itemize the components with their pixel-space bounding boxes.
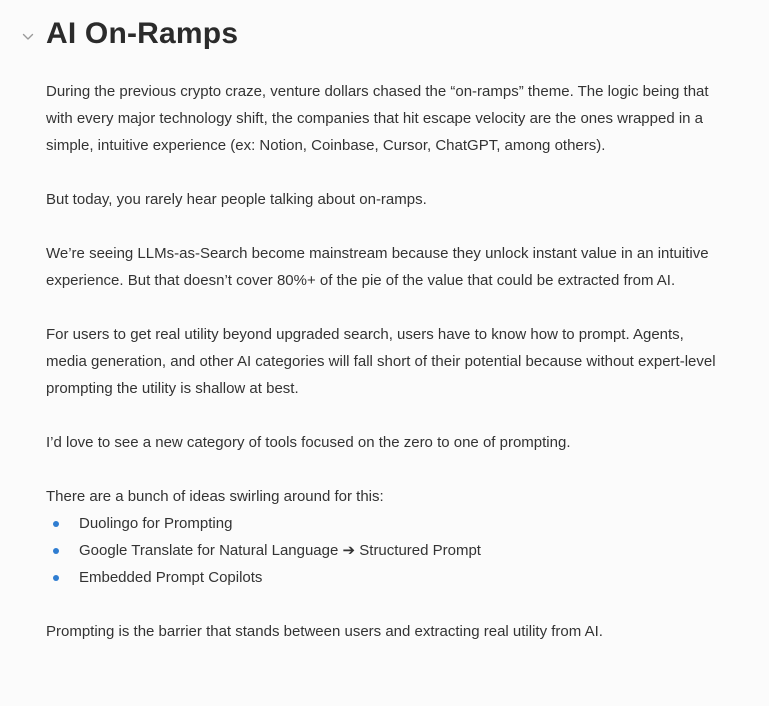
paragraph: We’re seeing LLMs-as-Search become mainstream because they unlock instant value in an intuitive experience. But that doesn’t cover 80%+ of the pie of the value that could be extracted from AI.	[46, 245, 709, 289]
list-intro: There are a bunch of ideas swirling around for this:	[46, 488, 384, 505]
bullet-list	[46, 510, 716, 591]
list-item-text: Duolingo for Prompting	[79, 515, 233, 532]
list-item-text: Embedded Prompt Copilots	[79, 569, 263, 586]
paragraph: But today, you rarely hear people talking about on-ramps.	[46, 191, 427, 208]
chevron-down-icon[interactable]	[20, 29, 36, 45]
arrow-right-icon: ➔	[342, 542, 356, 559]
list-item-text: Structured Prompt	[359, 542, 481, 559]
section-header	[20, 14, 238, 54]
paragraph: During the previous crypto craze, venture dollars chased the “on-ramps” theme. The logic being that with every major technology shift, the companies that hit escape velocity are the ones wrapped in a simple, intuitive experience (ex: Notion, Coinbase, Cursor, ChatGPT, among others).	[46, 83, 709, 154]
bullet-dot-icon	[53, 575, 59, 581]
list-item	[46, 564, 716, 591]
paragraph: For users to get real utility beyond upgraded search, users have to know how to prompt. Agents, media generation, and other AI categories will fall short of their potential because without expert-level prompting the utility is shallow at best.	[46, 326, 716, 397]
closing-paragraph: Prompting is the barrier that stands between users and extracting real utility from AI.	[46, 623, 603, 640]
section-title: AI On-Ramps	[46, 17, 239, 50]
paragraph: I’d love to see a new category of tools focused on the zero to one of prompting.	[46, 434, 571, 451]
list-item	[46, 510, 716, 537]
list-item-text: Google Translate for Natural Language	[79, 542, 339, 559]
section-body	[46, 78, 716, 645]
bullet-dot-icon	[53, 521, 59, 527]
bullet-dot-icon	[53, 548, 59, 554]
list-item	[46, 537, 716, 564]
